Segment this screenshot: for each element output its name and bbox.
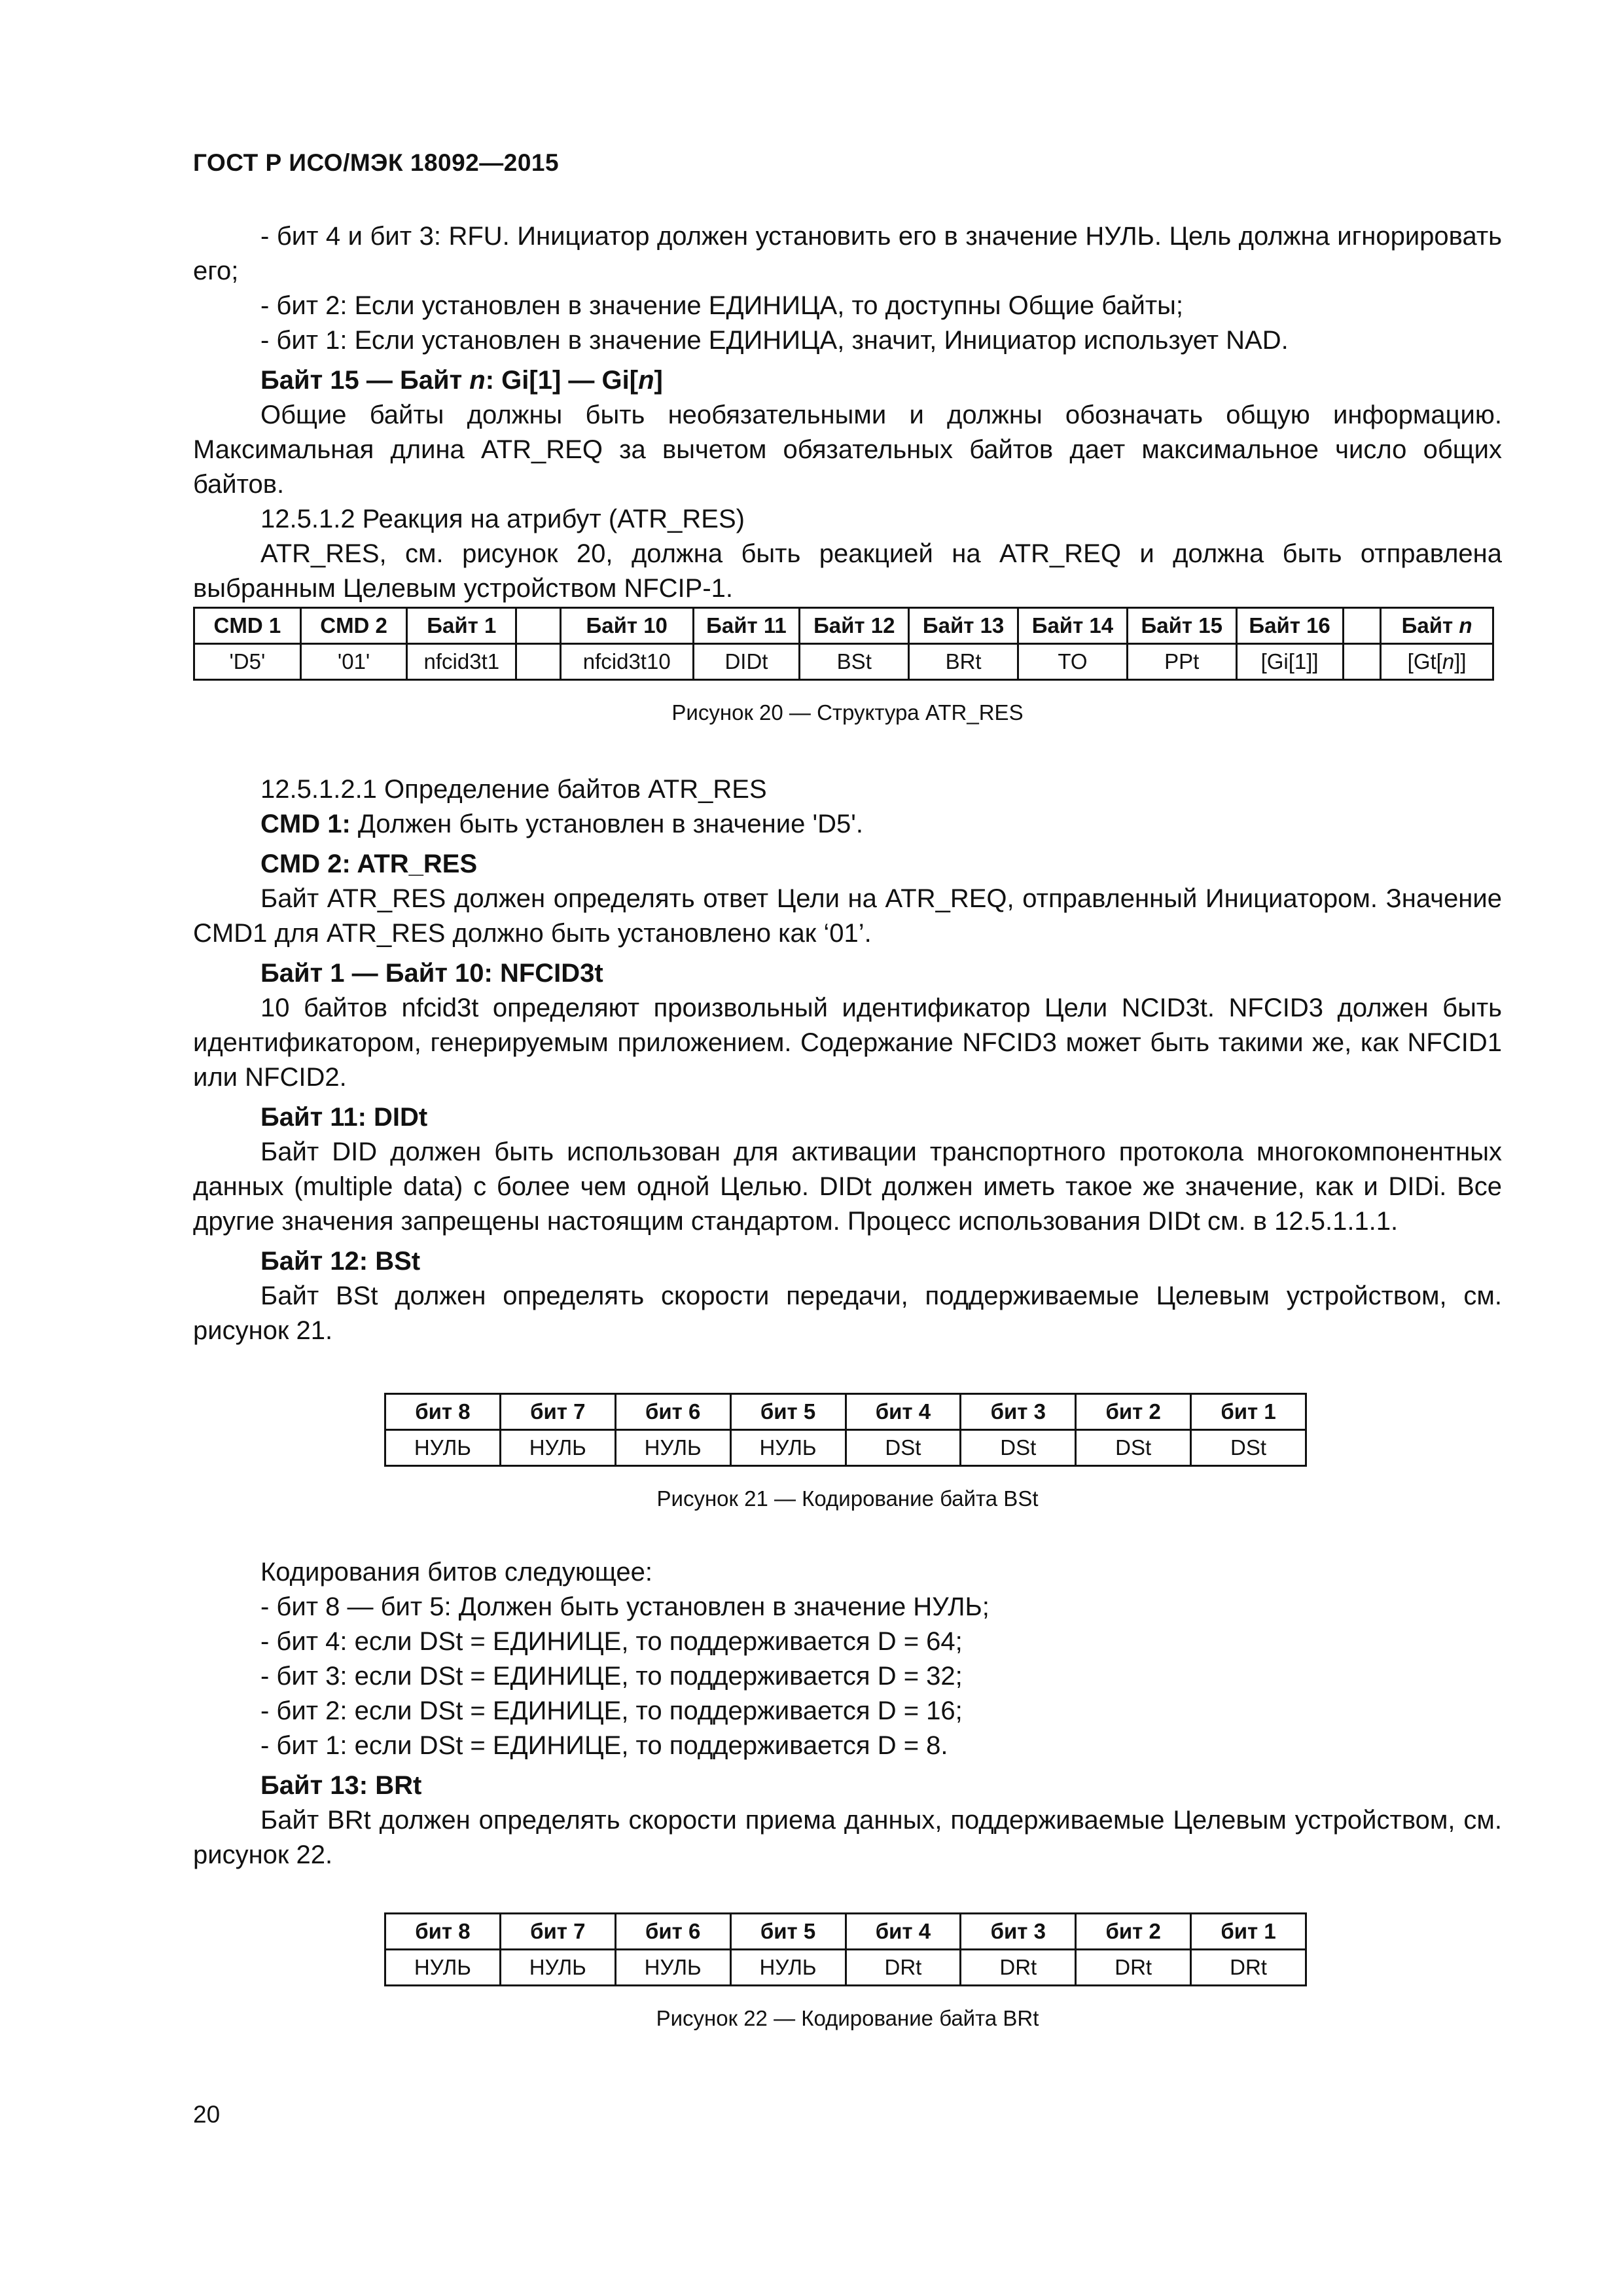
table-header-row [194, 608, 1493, 644]
intro-block [193, 219, 1502, 606]
table-cell: бит 6 [615, 1394, 730, 1430]
bit-coding-item: - бит 2: если DSt = ЕДИНИЦЕ, то поддерживается D = 16; [260, 1696, 963, 1725]
byte11-heading: Байт 11: DIDt [260, 1103, 428, 1132]
section-12-5-1-2-1-title: 12.5.1.2.1 Определение байтов ATR_RES [260, 775, 767, 804]
table-cell: Байт 11 [693, 608, 800, 644]
table-cell: бит 5 [730, 1394, 846, 1430]
table-cell: бит 7 [500, 1394, 615, 1430]
table-cell [516, 644, 561, 680]
table-cell: бит 8 [385, 1394, 501, 1430]
table-cell: НУЛЬ [730, 1950, 846, 1986]
table-header-row [385, 1914, 1306, 1950]
figure-20-caption: Рисунок 20 — Структура ATR_RES [671, 700, 1024, 725]
byte1-heading: Байт 1 — Байт 10: NFCID3t [260, 959, 603, 988]
table-cell: BRt [909, 644, 1018, 680]
table-cell: НУЛЬ [385, 1950, 501, 1986]
figure-22-caption: Рисунок 22 — Кодирование байта BRt [656, 2006, 1039, 2030]
figure-22 [193, 1912, 1502, 2031]
bit-coding-block [193, 1555, 1502, 1873]
cmd1-line [193, 807, 1502, 842]
byte11-text: Байт DID должен быть использован для активации транспортного протокола многокомпонентных данных (multiple data) с более чем одной Целью. DIDt должен иметь такое же значение, как и DIDi. Все другие значения запрещены настоящим стандартом. Процесс использования DIDt см. в 12.5.1.1.1. [193, 1138, 1502, 1236]
intro-item-2: - бит 2: Если установлен в значение ЕДИНИЦА, то доступны Общие байты; [260, 291, 1184, 320]
table-cell: TO [1018, 644, 1128, 680]
table-cell: [Gt[n]] [1381, 644, 1493, 680]
table-row [194, 644, 1493, 680]
table-cell: бит 5 [730, 1914, 846, 1950]
byte12-text: Байт BSt должен определять скорости передачи, поддерживаемые Целевым устройством, см. рисунок 21. [193, 1282, 1502, 1345]
byte12-heading: Байт 12: BSt [260, 1247, 421, 1276]
table-cell: бит 1 [1191, 1394, 1306, 1430]
table-cell [1343, 644, 1381, 680]
table-cell: Байт 12 [800, 608, 909, 644]
table-row [385, 1950, 1306, 1986]
table-cell: НУЛЬ [500, 1950, 615, 1986]
atr-res-structure-table [193, 607, 1494, 681]
table-cell: CMD 2 [300, 608, 407, 644]
table-cell: бит 6 [615, 1914, 730, 1950]
table-cell: DSt [961, 1430, 1076, 1466]
table-cell [516, 608, 561, 644]
figure-20 [193, 607, 1502, 725]
table-cell: DSt [846, 1430, 961, 1466]
intro-item-3: - бит 1: Если установлен в значение ЕДИНИЦА, значит, Инициатор использует NAD. [260, 326, 1289, 355]
table-cell: бит 7 [500, 1914, 615, 1950]
table-cell: BSt [800, 644, 909, 680]
table-cell: бит 2 [1076, 1914, 1191, 1950]
bit-coding-item: - бит 8 — бит 5: Должен быть установлен в значение НУЛЬ; [260, 1592, 990, 1621]
byte13-heading: Байт 13: BRt [260, 1771, 422, 1800]
table-cell: nfcid3t10 [560, 644, 693, 680]
byte15-heading: Байт 15 — Байт n: Gi[1] — Gi[n] [260, 366, 663, 395]
table-cell: DIDt [693, 644, 800, 680]
byte1-text: 10 байтов nfcid3t определяют произвольный идентификатор Цели NCID3t. NFCID3 должен быть идентификатором, генерируемым приложением. Содержание NFCID3 может быть такими же, как NFCID1 или NFCID2. [193, 994, 1502, 1092]
table-cell: Байт 10 [560, 608, 693, 644]
table-row [385, 1430, 1306, 1466]
section-12-5-1-2-title: 12.5.1.2 Реакция на атрибут (ATR_RES) [260, 505, 745, 533]
section-12-5-1-2-1 [193, 772, 1502, 1348]
bit-coding-item: - бит 4: если DSt = ЕДИНИЦЕ, то поддерживается D = 64; [260, 1627, 963, 1656]
figure-21-caption: Рисунок 21 — Кодирование байта BSt [656, 1486, 1039, 1511]
table-cell: Байт 1 [407, 608, 516, 644]
byte15-text: Общие байты должны быть необязательными и должны обозначать общую информацию. Максимальная длина ATR_REQ за вычетом обязательных байтов дает максимальное число общих байтов. [193, 401, 1502, 499]
bit-coding-title: Кодирования битов следующее: [260, 1558, 652, 1587]
table-cell: бит 1 [1191, 1914, 1306, 1950]
table-cell: бит 3 [961, 1914, 1076, 1950]
table-cell: PPt [1127, 644, 1236, 680]
table-cell [1343, 608, 1381, 644]
table-cell: DSt [1076, 1430, 1191, 1466]
section-12-5-1-2-text: ATR_RES, см. рисунок 20, должна быть реакцией на ATR_REQ и должна быть отправлена выбранным Целевым устройством NFCIP-1. [193, 539, 1502, 603]
page-number: 20 [193, 2101, 221, 2128]
table-cell: бит 4 [846, 1914, 961, 1950]
table-cell: Байт 15 [1127, 608, 1236, 644]
table-cell: [Gi[1]] [1236, 644, 1343, 680]
byte13-text: Байт BRt должен определять скорости приема данных, поддерживаемые Целевым устройством, см. рисунок 22. [193, 1806, 1502, 1869]
cmd2-text: Байт ATR_RES должен определять ответ Цели на ATR_REQ, отправленный Инициатором. Значение CMD1 для ATR_RES должно быть установлено как ‘01’. [193, 884, 1502, 948]
table-cell: nfcid3t1 [407, 644, 516, 680]
cmd1-label: CMD 1: [260, 810, 351, 838]
table-cell: НУЛЬ [615, 1950, 730, 1986]
table-cell: DRt [846, 1950, 961, 1986]
table-cell: DRt [961, 1950, 1076, 1986]
table-cell: DSt [1191, 1430, 1306, 1466]
table-cell: бит 2 [1076, 1394, 1191, 1430]
cmd1-text: Должен быть установлен в значение 'D5'. [350, 810, 863, 838]
table-cell: бит 8 [385, 1914, 501, 1950]
table-cell: бит 4 [846, 1394, 961, 1430]
table-cell: НУЛЬ [615, 1430, 730, 1466]
table-header-row [385, 1394, 1306, 1430]
table-cell: бит 3 [961, 1394, 1076, 1430]
figure-21 [193, 1393, 1502, 1511]
bit-coding-item: - бит 3: если DSt = ЕДИНИЦЕ, то поддерживается D = 32; [260, 1662, 963, 1691]
brt-coding-table [384, 1912, 1307, 1986]
table-cell: НУЛЬ [730, 1430, 846, 1466]
table-cell: НУЛЬ [385, 1430, 501, 1466]
table-cell: '01' [300, 644, 407, 680]
table-cell: DRt [1191, 1950, 1306, 1986]
table-cell: DRt [1076, 1950, 1191, 1986]
table-cell: НУЛЬ [500, 1430, 615, 1466]
table-cell: 'D5' [194, 644, 301, 680]
table-cell: Байт n [1381, 608, 1493, 644]
table-cell: CMD 1 [194, 608, 301, 644]
table-cell: Байт 13 [909, 608, 1018, 644]
bit-coding-item: - бит 1: если DSt = ЕДИНИЦЕ, то поддерживается D = 8. [260, 1731, 948, 1760]
intro-item-1: - бит 4 и бит 3: RFU. Инициатор должен установить его в значение НУЛЬ. Цель должна игнорировать его; [193, 222, 1502, 285]
table-cell: Байт 16 [1236, 608, 1343, 644]
document-header: ГОСТ Р ИСО/МЭК 18092—2015 [193, 149, 560, 176]
table-cell: Байт 14 [1018, 608, 1128, 644]
bst-coding-table [384, 1393, 1307, 1467]
cmd2-heading: CMD 2: ATR_RES [260, 850, 478, 878]
